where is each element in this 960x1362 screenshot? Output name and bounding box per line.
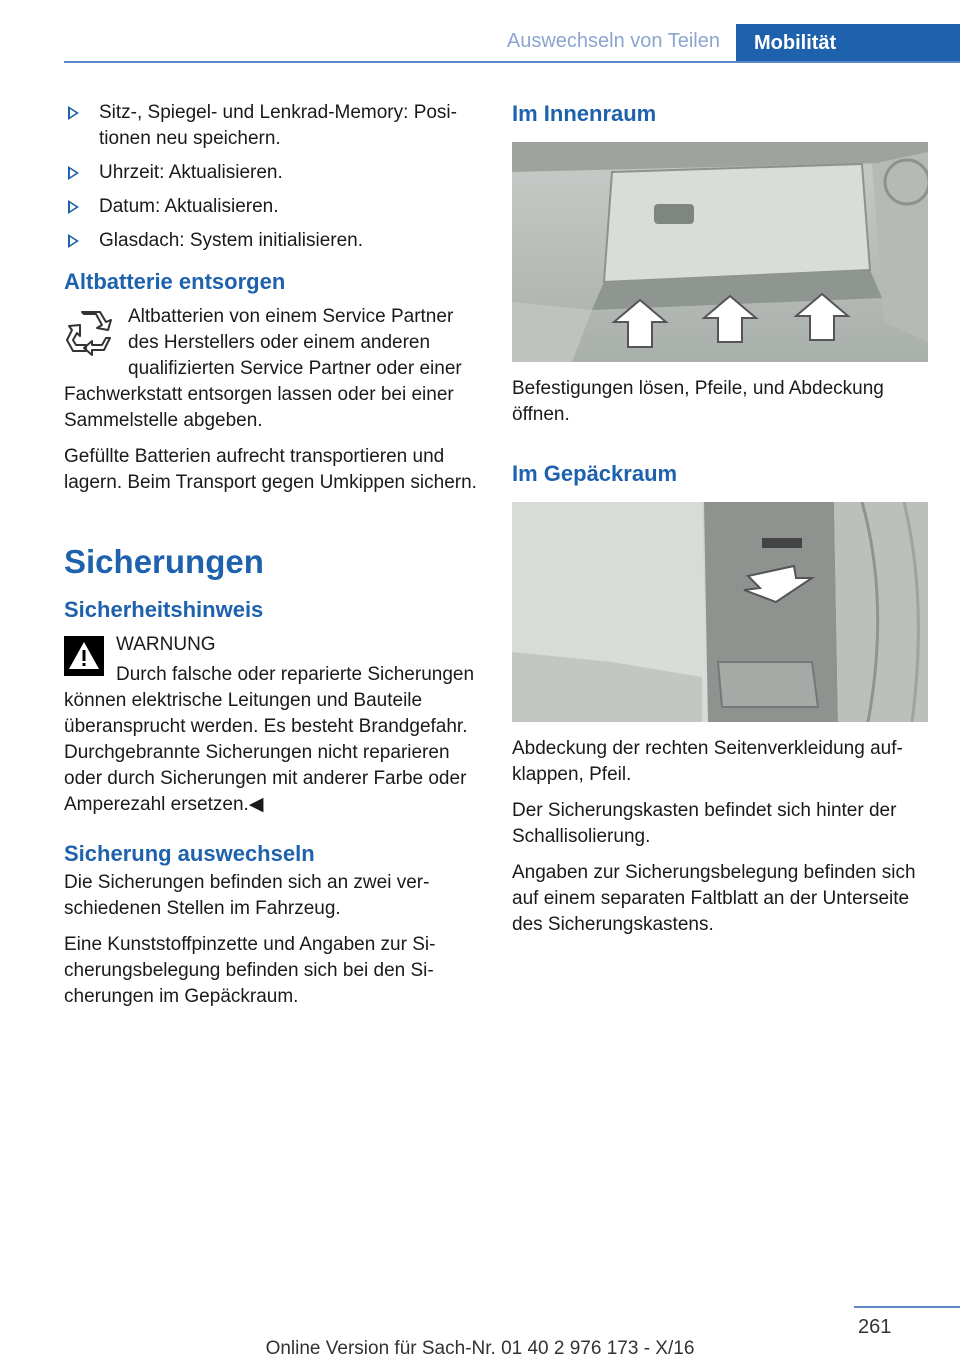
gepaeckraum-heading: Im Gepäckraum — [512, 461, 678, 486]
header-rule — [64, 61, 960, 63]
header-section-title: Auswechseln von Teilen — [506, 30, 720, 52]
page-header — [0, 0, 960, 64]
bullet-list — [64, 100, 482, 254]
list-item-text: Uhrzeit: Aktualisieren. — [99, 162, 283, 183]
bullet-triangle-icon — [68, 166, 79, 180]
auswechseln-text1: Die Sicherungen befinden sich an zwei verschiedenen Stellen im Fahrzeug. — [64, 872, 430, 919]
recycle-icon — [64, 308, 116, 360]
innenraum-caption: Befestigungen lösen, Pfeile, und Abdeckung öffnen. — [512, 378, 884, 425]
altbatterie-text2: Gefüllte Batterien aufrecht transportieren und lagern. Beim Transport gegen Umkippen sichern. — [64, 446, 477, 493]
bullet-triangle-icon — [68, 106, 79, 120]
list-item — [64, 194, 482, 220]
right-column — [512, 100, 930, 948]
bullet-triangle-icon — [68, 234, 79, 248]
warning-label: WARNUNG — [116, 634, 216, 655]
warning-text: Durch falsche oder reparierte Sicherungen können elektrische Leitungen und Bauteile überansprucht werden. Es besteht Brandgefahr. Durchgebrannte Sicherungen nicht reparieren oder durch Sicherungen mit anderer Farbe oder Amperezahl ersetzen.◀ — [64, 664, 475, 815]
footer-rule — [854, 1306, 960, 1308]
altbatterie-paragraph — [64, 304, 482, 434]
sicherungen-heading: Sicherungen — [64, 543, 264, 580]
trunk-photo — [512, 502, 928, 722]
gepaeckraum-text2: Angaben zur Sicherungsbelegung befinden sich auf einem separaten Faltblatt an der Unterseite des Sicherungskastens. — [512, 862, 916, 935]
altbatterie-text1: Altbatterien von einem Service Partner des Herstellers oder einem anderen qualifizierten Service Partner oder einer Fachwerkstatt entsorgen lassen oder bei einer Sammelstelle abgeben. — [64, 306, 462, 431]
list-item — [64, 160, 482, 186]
altbatterie-heading: Altbatterie entsorgen — [64, 269, 286, 294]
footer-version-line: Online Version für Sach-Nr. 01 40 2 976 173 - X/16 — [265, 1338, 695, 1359]
gepaeckraum-text1: Der Sicherungskasten befindet sich hinter der Schallisolierung. — [512, 800, 897, 847]
bullet-triangle-icon — [68, 200, 79, 214]
warning-block — [64, 632, 482, 818]
innenraum-heading: Im Innenraum — [512, 101, 657, 126]
list-item-text: Datum: Aktualisieren. — [99, 196, 279, 217]
list-item-text: Sitz-, Spiegel- und Lenkrad-Memory: Positionen neu speichern. — [99, 102, 457, 149]
glovebox-photo — [512, 142, 928, 362]
list-item — [64, 228, 482, 254]
sicherheitshinweis-heading: Sicherheitshinweis — [64, 597, 264, 622]
auswechseln-heading: Sicherung auswechseln — [64, 841, 315, 866]
list-item-text: Glasdach: System initialisieren. — [99, 230, 363, 251]
list-item — [64, 100, 482, 152]
gepaeckraum-caption: Abdeckung der rechten Seitenverkleidung aufklappen, Pfeil. — [512, 738, 903, 785]
header-chapter-tab: Mobilität — [736, 24, 960, 62]
warning-icon — [64, 636, 104, 676]
left-column — [64, 100, 482, 1020]
auswechseln-text2: Eine Kunststoffpinzette und Angaben zur Sicherungsbelegung befinden sich bei den Sicherungen im Gepäckraum. — [64, 934, 436, 1007]
page-number: 261 — [858, 1316, 892, 1338]
